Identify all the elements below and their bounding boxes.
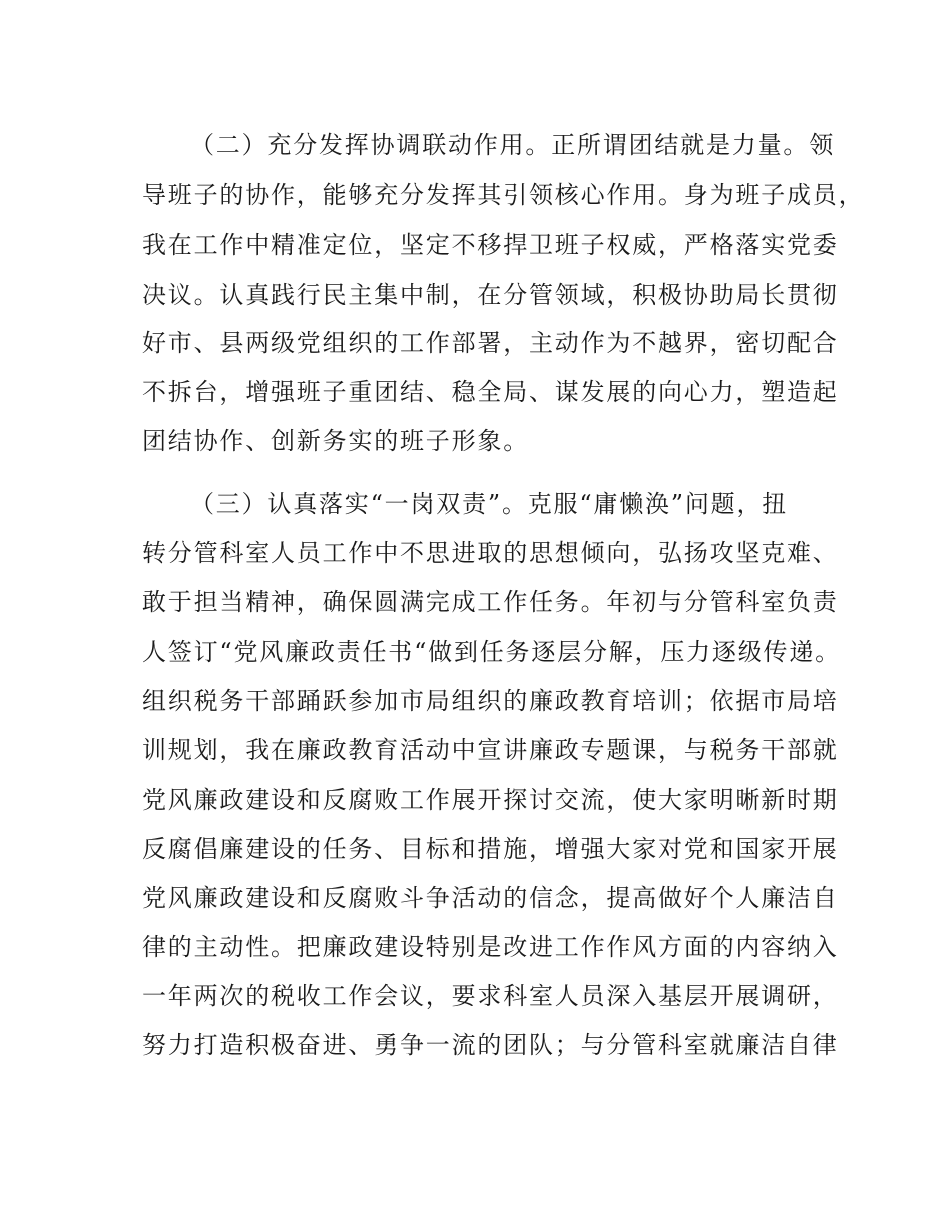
paragraph-2-line-2: 导班子的协作，能够充分发挥其引领核心作用。身为班子成员，	[142, 181, 865, 209]
paragraph-3-line-12: 努力打造积极奋进、勇争一流的团队；与分管科室就廉洁自律	[142, 1031, 839, 1059]
paragraph-3-line-11: 一年两次的税收工作会议，要求科室人员深入基层开展调研，	[142, 982, 839, 1010]
paragraph-3-line-3: 敢于担当精神，确保圆满完成工作任务。年初与分管科室负责	[142, 588, 839, 616]
paragraph-3-line-9: 党风廉政建设和反腐败斗争活动的信念，提高做好个人廉洁自	[142, 884, 839, 912]
paragraph-2-line-1: （二）充分发挥协调联动作用。正所谓团结就是力量。领	[190, 131, 835, 159]
paragraph-3-line-2: 转分管科室人员工作中不思进取的思想倾向，弘扬攻坚克难、	[142, 539, 839, 567]
paragraph-2-line-4: 决议。认真践行民主集中制，在分管领域，积极协助局长贯彻	[142, 281, 839, 309]
paragraph-2-line-7: 团结协作、创新务实的班子形象。	[142, 427, 529, 455]
paragraph-3-line-8: 反腐倡廉建设的任务、目标和措施，增强大家对党和国家开展	[142, 835, 839, 863]
paragraph-2-line-5: 好市、县两级党组织的工作部署，主动作为不越界，密切配合	[142, 329, 839, 357]
paragraph-3-line-6: 训规划，我在廉政教育活动中宣讲廉政专题课，与税务干部就	[142, 736, 839, 764]
paragraph-2-line-6: 不拆台，增强班子重团结、稳全局、谋发展的向心力，塑造起	[142, 378, 839, 406]
paragraph-2-line-3: 我在工作中精准定位，坚定不移捍卫班子权威，严格落实党委	[142, 231, 839, 259]
paragraph-3-line-5: 组织税务干部踊跃参加市局组织的廉政教育培训；依据市局培	[142, 687, 839, 715]
paragraph-3-line-7: 党风廉政建设和反腐败工作展开探讨交流，使大家明晰新时期	[142, 786, 839, 814]
paragraph-3-line-1: （三）认真落实“一岗双责”。克服“庸懒涣”问题，扭	[190, 490, 789, 518]
paragraph-3-line-4: 人签订“党风廉政责任书“做到任务逐层分解，压力逐级传递。	[142, 638, 841, 666]
paragraph-3-line-10: 律的主动性。把廉政建设特别是改进工作作风方面的内容纳入	[142, 933, 839, 961]
